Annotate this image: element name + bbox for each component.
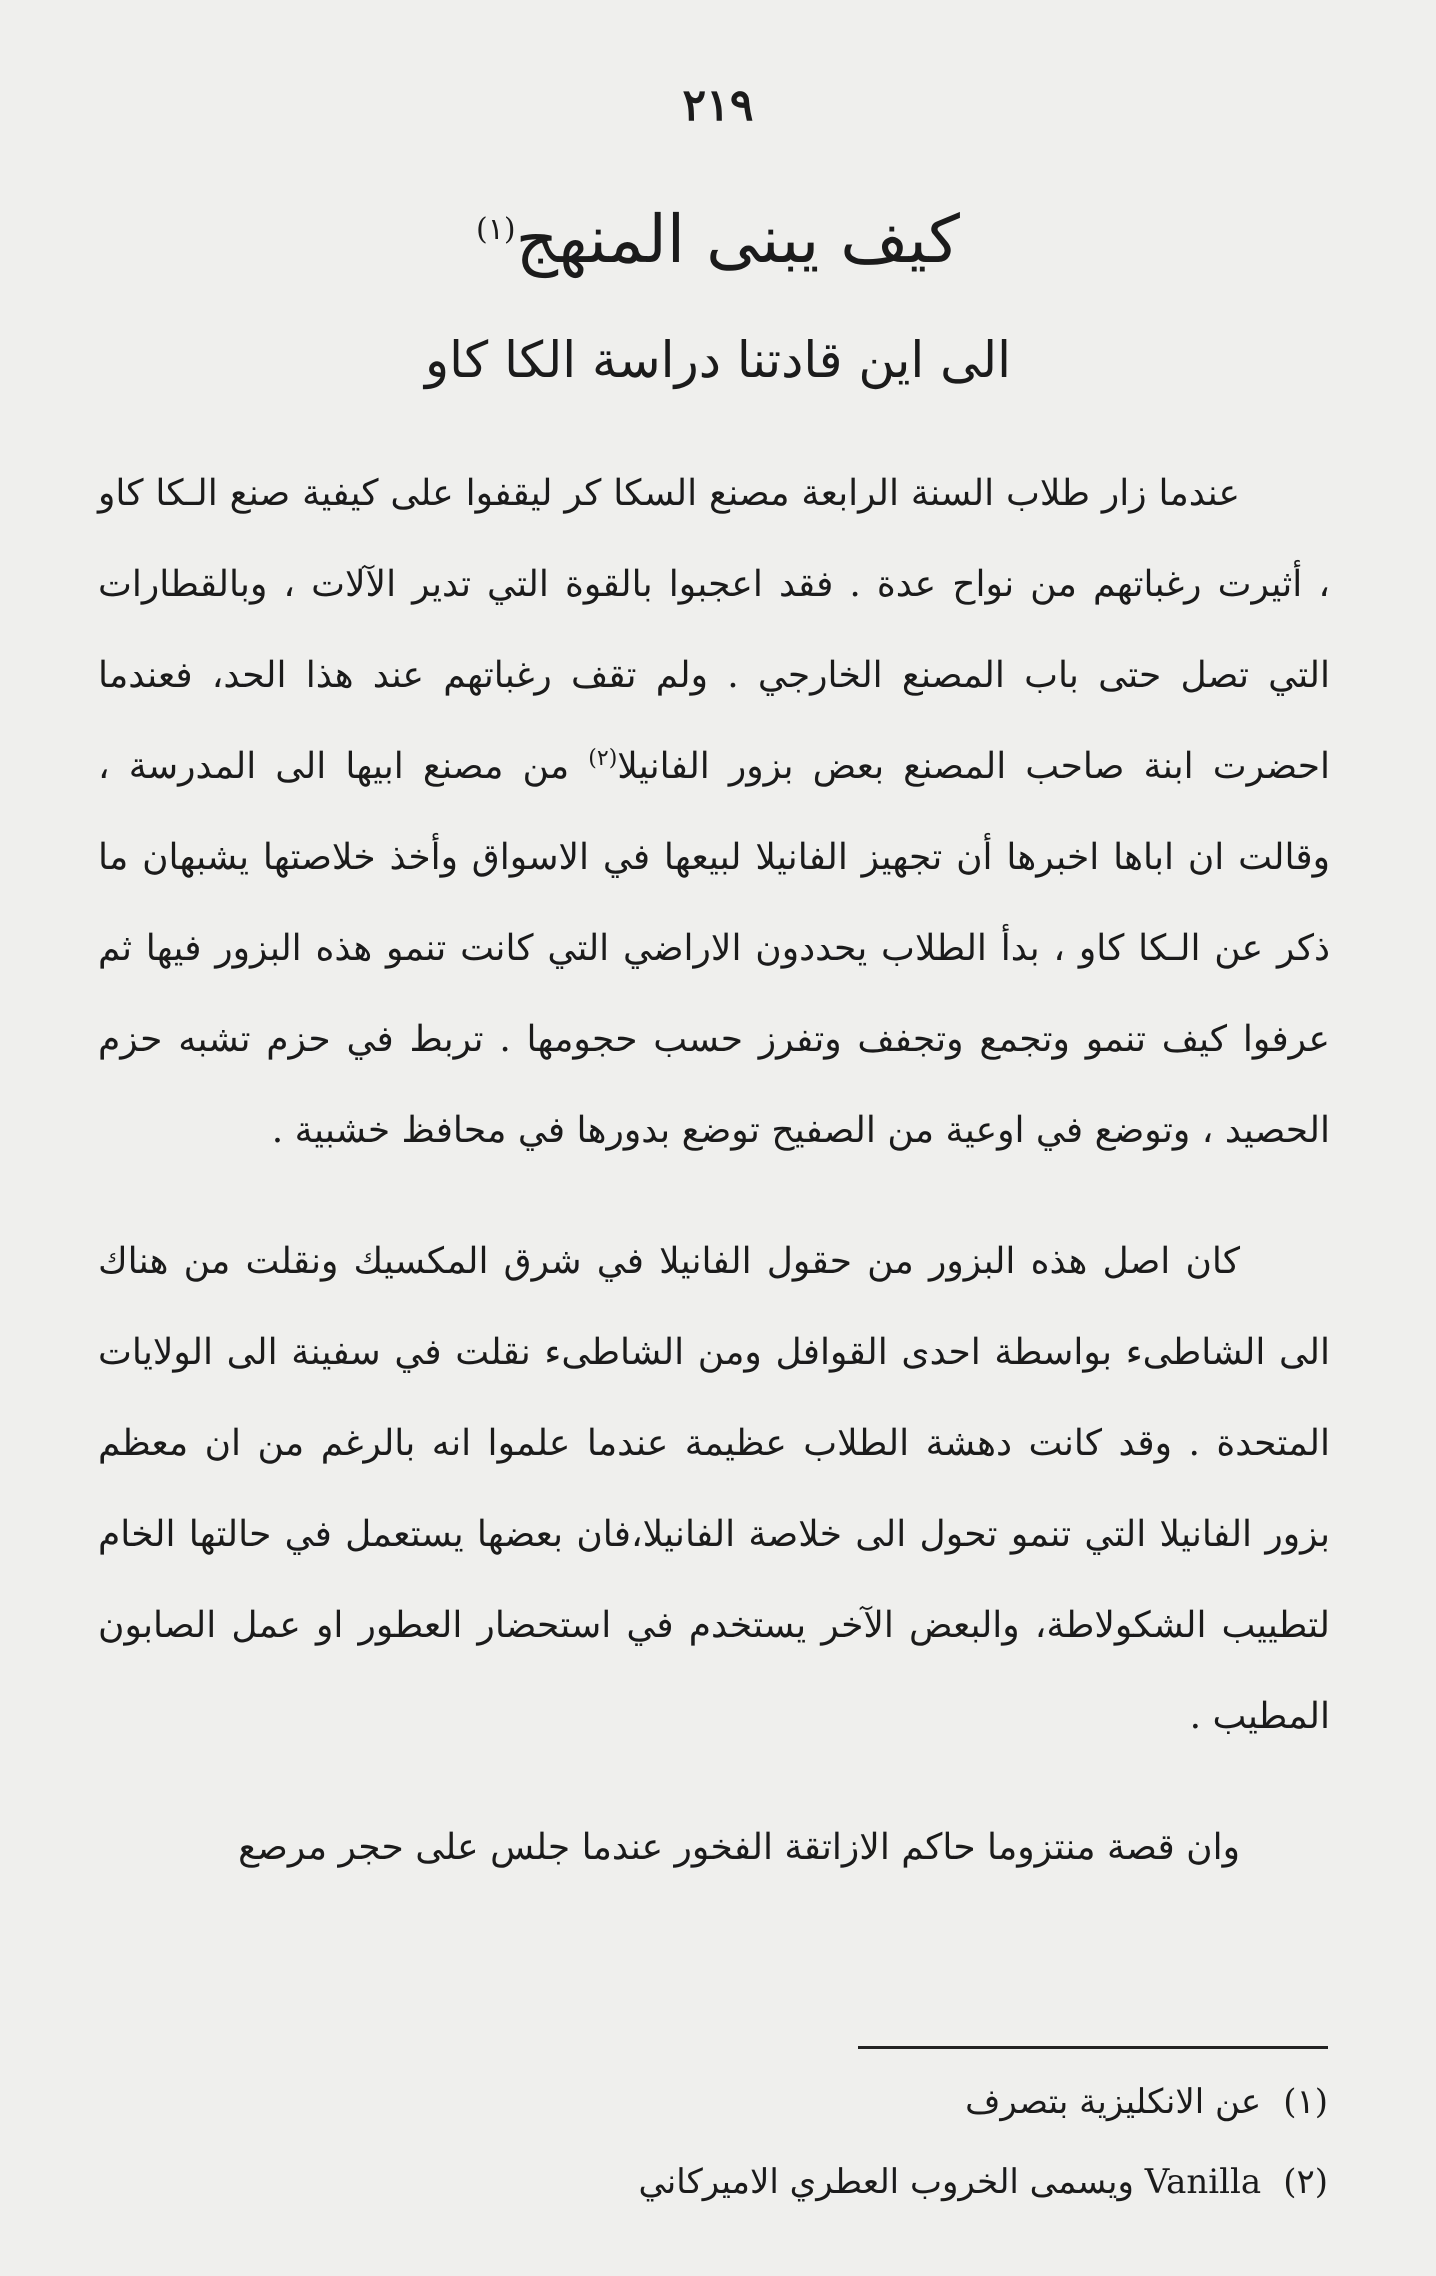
footnote-1-marker: (١) bbox=[1283, 2082, 1328, 2122]
body-text bbox=[98, 448, 1330, 1893]
footnote-2-marker: (٢) bbox=[1283, 2162, 1328, 2202]
footnote-2 bbox=[428, 2142, 1328, 2222]
paragraph-1 bbox=[98, 448, 1330, 1176]
footnote-divider bbox=[858, 2046, 1328, 2049]
footnote-1-text: عن الانكليزية بتصرف bbox=[965, 2082, 1262, 2122]
paragraph-1-part-1: عندما زار طلاب السنة الرابعة مصنع السكا كر ليقفوا على كيفية صنع الـكا كاو ، أثيرت رغباتهم من نواح عدة . فقد اعجبوا بالقوة التي تدير الآلات ، وبالقطارات التي تصل حتى باب المصنع الخارجي . ولم تقف رغباتهم عند هذا الحد، فعندما احضرت ابنة صاحب المصنع بعض بزور الفانيلا bbox=[98, 473, 1330, 787]
page-number: ٢١٩ bbox=[682, 80, 754, 131]
chapter-title bbox=[0, 185, 1436, 285]
footnotes bbox=[428, 2062, 1328, 2222]
chapter-subtitle: الى اين قادتنا دراسة الكا كاو bbox=[425, 331, 1011, 389]
paragraph-1-part-2: من مصنع ابيها الى المدرسة ، وقالت ان اباها اخبرها أن تجهيز الفانيلا لبيعها في الاسواق وأخذ خلاصتها يشبهان ما ذكر عن الـكا كاو ، بدأ الطلاب يحددون الاراضي التي كانت تنمو هذه البزور فيها ثم عرفوا كيف تنمو وتجمع وتجفف وتفرز حسب حجومها . تربط في حزم تشبه حزم الحصيد ، وتوضع في اوعية من الصفيح توضع بدورها في محافظ خشبية . bbox=[98, 746, 1330, 1151]
paragraph-3: وان قصة منتزوما حاكم الازاتقة الفخور عندما جلس على حجر مرصع bbox=[238, 1827, 1240, 1868]
title-footnote-marker: (١) bbox=[476, 212, 516, 247]
paragraph-1-footnote-marker: (٢) bbox=[588, 746, 618, 771]
footnote-2-text: Vanilla ويسمى الخروب العطري الاميركاني bbox=[638, 2162, 1262, 2202]
chapter-title-text: كيف يبنى المنهج bbox=[515, 201, 960, 278]
paragraph-2: كان اصل هذه البزور من حقول الفانيلا في شرق المكسيك ونقلت من هناك الى الشاطىء بواسطة احدى القوافل ومن الشاطىء نقلت في سفينة الى الولايات المتحدة . وقد كانت دهشة الطلاب عظيمة عندما علموا انه بالرغم من ان معظم بزور الفانيلا التي تنمو تحول الى خلاصة الفانيلا،فان بعضها يستعمل في حالتها الخام لتطييب الشكولاطة، والبعض الآخر يستخدم في استحضار العطور او عمل الصابون المطيب . bbox=[98, 1241, 1330, 1737]
footnote-1 bbox=[428, 2062, 1328, 2142]
